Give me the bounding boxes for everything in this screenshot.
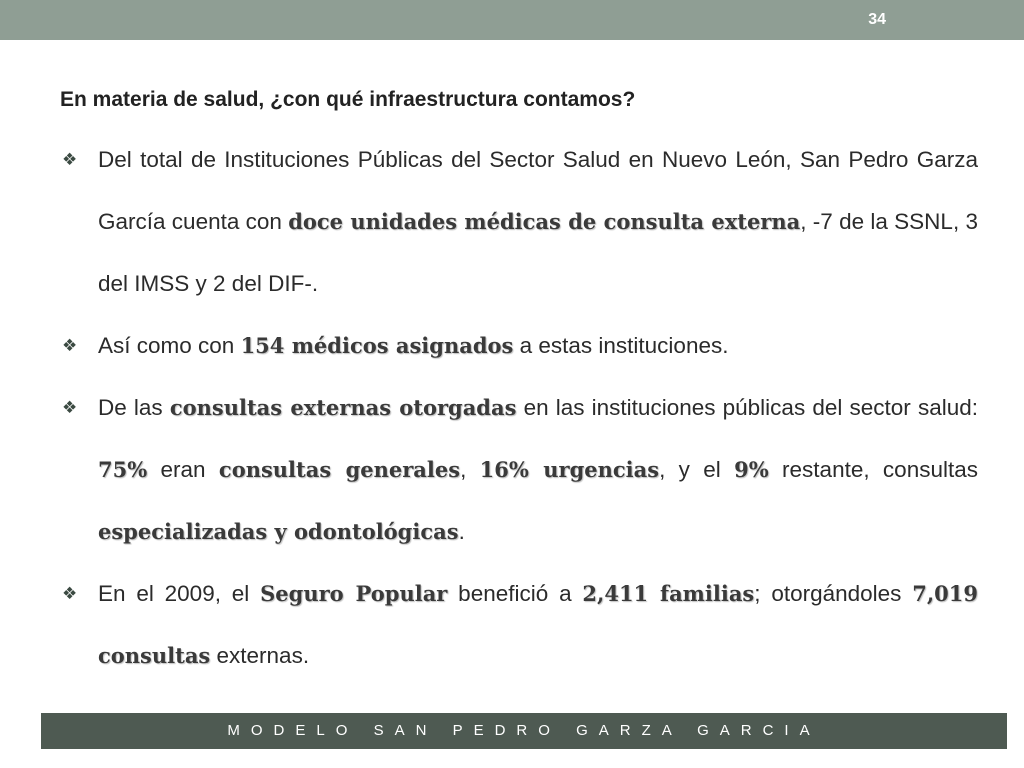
- bullet-text: Del total de Instituciones Públicas del Sector Salud en Nuevo León, San Pedro Garza García cuenta con: [98, 147, 978, 234]
- emphasis-text: 75%: [98, 457, 148, 482]
- bullet-text: En el 2009, el: [98, 581, 261, 606]
- slide-content: [60, 88, 978, 687]
- emphasis-text: 2,411 familias: [582, 581, 755, 606]
- bullet-text: ; otorgándoles: [754, 581, 913, 606]
- slide-heading: En materia de salud, ¿con qué infraestructura contamos?: [60, 88, 636, 111]
- diamond-bullet-icon: ❖: [62, 584, 78, 604]
- emphasis-text: consultas generales: [218, 457, 461, 482]
- bullet-item-1: [60, 129, 978, 315]
- emphasis-text: especializadas y odontológicas: [98, 519, 459, 544]
- bullet-text: ,: [460, 457, 480, 482]
- emphasis-text: 7,019 consultas: [98, 581, 979, 668]
- emphasis-text: 154 médicos asignados: [240, 333, 514, 358]
- bullet-item-4: [60, 563, 978, 687]
- diamond-bullet-icon: ❖: [62, 336, 78, 356]
- bullet-text: a estas instituciones.: [513, 333, 729, 358]
- top-bar: [0, 0, 1024, 40]
- footer-text: MODELO SAN PEDRO GARZA GARCIA: [227, 722, 821, 739]
- emphasis-text: 16% urgencias: [479, 457, 660, 482]
- bullet-item-2: [60, 315, 978, 377]
- bullet-text: benefició a: [447, 581, 583, 606]
- diamond-bullet-icon: ❖: [62, 398, 78, 418]
- bullet-text: .: [458, 519, 465, 544]
- emphasis-text: doce unidades médicas de consulta externa: [288, 209, 801, 234]
- bullet-item-3: [60, 377, 978, 563]
- emphasis-text: consultas externas otorgadas: [169, 395, 517, 420]
- bullet-text: Así como con: [98, 333, 241, 358]
- bullet-list: [60, 129, 978, 687]
- slide-number: 34: [868, 11, 886, 28]
- bullet-text: restante, consultas: [768, 457, 978, 482]
- footer-bar: [41, 713, 1007, 749]
- bullet-text: , y el: [659, 457, 735, 482]
- diamond-bullet-icon: ❖: [62, 150, 78, 170]
- bullet-text: , -7 de la SSNL, 3 del IMSS y 2 del DIF-.: [98, 209, 978, 296]
- bullet-text: De las: [98, 395, 170, 420]
- bullet-text: externas.: [210, 643, 310, 668]
- bullet-text: en las instituciones públicas del sector salud:: [516, 395, 978, 420]
- bullet-text: eran: [147, 457, 219, 482]
- emphasis-text: 9%: [734, 457, 769, 482]
- emphasis-text: Seguro Popular: [260, 581, 448, 606]
